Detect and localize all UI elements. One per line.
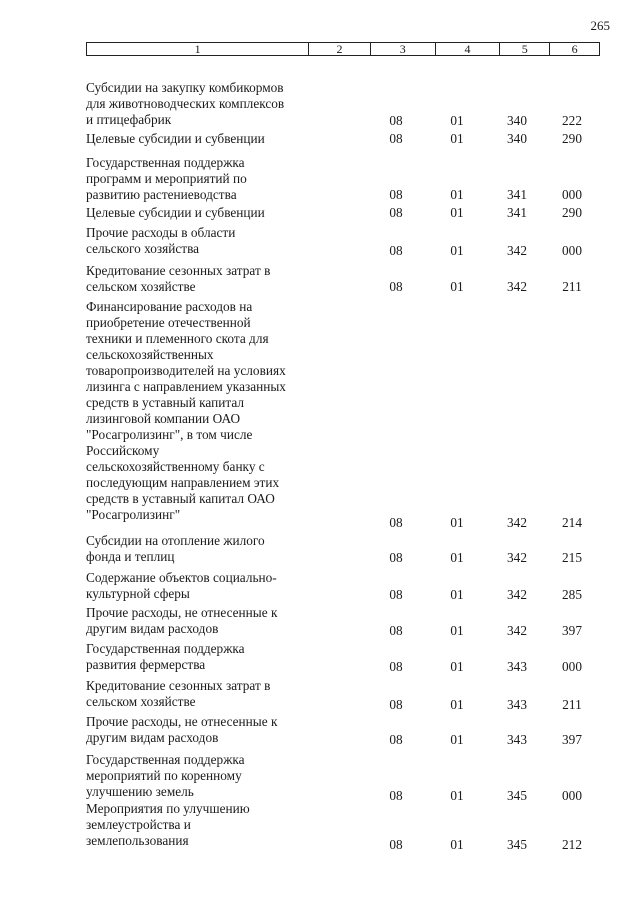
row-description: Государственная поддержка развития фермерства [86,641,245,672]
row-description: Прочие расходы, не отнесенные к другим видам расходов [86,714,278,745]
code-section: 08 [389,113,403,128]
column-header-3: 3 [370,43,435,55]
code-expense-type: 000 [562,788,582,803]
code-expense-type: 214 [562,515,582,530]
code-subsection: 01 [450,113,464,128]
code-subsection: 01 [450,131,464,146]
code-subsection: 01 [450,279,464,294]
code-target-article: 341 [507,205,527,220]
code-subsection: 01 [450,515,464,530]
row-description: Кредитование сезонных затрат в сельском хозяйстве [86,263,271,294]
column-header-6: 6 [549,43,599,55]
code-expense-type: 290 [562,205,582,220]
code-target-article: 342 [507,587,527,602]
code-section: 08 [389,187,403,202]
code-subsection: 01 [450,788,464,803]
code-target-article: 343 [507,732,527,747]
code-section: 08 [389,131,403,146]
code-expense-type: 000 [562,243,582,258]
code-section: 08 [389,732,403,747]
code-section: 08 [389,837,403,852]
row-description: Субсидии на отопление жилого фонда и теплиц [86,533,265,564]
code-section: 08 [389,279,403,294]
code-expense-type: 397 [562,732,582,747]
code-subsection: 01 [450,697,464,712]
code-expense-type: 000 [562,659,582,674]
row-description: Субсидии на закупку комбикормов для животноводческих комплексов и птицефабрик [86,80,285,127]
code-expense-type: 000 [562,187,582,202]
code-subsection: 01 [450,187,464,202]
code-target-article: 340 [507,113,527,128]
code-expense-type: 290 [562,131,582,146]
code-section: 08 [389,550,403,565]
code-target-article: 342 [507,243,527,258]
code-section: 08 [389,515,403,530]
code-target-article: 345 [507,837,527,852]
code-section: 08 [389,205,403,220]
row-description: Государственная поддержка программ и мероприятий по развитию растениеводства [86,155,247,202]
code-subsection: 01 [450,732,464,747]
code-expense-type: 397 [562,623,582,638]
row-description: Прочие расходы в области сельского хозяйства [86,225,236,256]
code-expense-type: 215 [562,550,582,565]
code-expense-type: 211 [562,697,582,712]
code-target-article: 345 [507,788,527,803]
row-description: Мероприятия по улучшению землеустройства и землепользования [86,801,250,848]
code-subsection: 01 [450,659,464,674]
code-target-article: 342 [507,623,527,638]
code-subsection: 01 [450,243,464,258]
code-section: 08 [389,788,403,803]
row-description: Содержание объектов социально- культурной сферы [86,570,277,601]
column-header-1: 1 [194,42,201,56]
code-section: 08 [389,659,403,674]
code-target-article: 341 [507,187,527,202]
code-target-article: 342 [507,550,527,565]
column-header-5: 5 [499,43,549,55]
code-expense-type: 211 [562,279,582,294]
code-target-article: 343 [507,697,527,712]
code-subsection: 01 [450,205,464,220]
code-section: 08 [389,623,403,638]
row-description: Государственная поддержка мероприятий по коренному улучшению земель [86,752,245,799]
code-subsection: 01 [450,587,464,602]
code-section: 08 [389,243,403,258]
code-target-article: 343 [507,659,527,674]
code-subsection: 01 [450,623,464,638]
code-expense-type: 222 [562,113,582,128]
code-subsection: 01 [450,837,464,852]
row-description: Кредитование сезонных затрат в сельском хозяйстве [86,678,271,709]
page-number: 265 [590,18,610,33]
column-header-4: 4 [435,43,500,55]
code-expense-type: 212 [562,837,582,852]
code-section: 08 [389,697,403,712]
code-expense-type: 285 [562,587,582,602]
row-description: Целевые субсидии и субвенции [86,205,265,220]
code-target-article: 340 [507,131,527,146]
row-description: Прочие расходы, не отнесенные к другим видам расходов [86,605,278,636]
code-target-article: 342 [507,279,527,294]
code-target-article: 342 [507,515,527,530]
row-description: Целевые субсидии и субвенции [86,131,265,146]
column-header-2: 2 [308,43,370,55]
code-section: 08 [389,587,403,602]
code-subsection: 01 [450,550,464,565]
row-description: Финансирование расходов на приобретение отечественной техники и племенного скота для сельскохозяйственных товаропроизводителей на условиях лизинга с направлением указанных средств в уставный капитал лизинговой компании ОАО "Росагролизинг", в том числе Российскому сельскохозяйственному банку с последующим направлением этих средств в уставный капитал ОАО "Росагролизинг" [86,299,286,522]
